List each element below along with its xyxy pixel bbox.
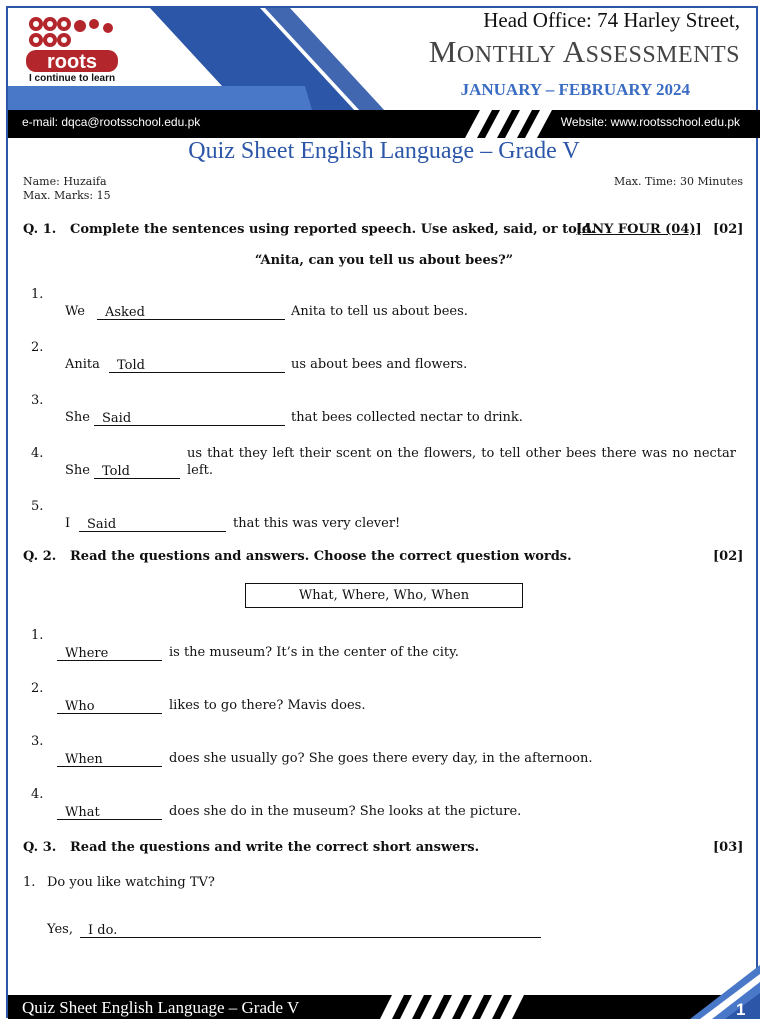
- q1-item-1-rest: Anita to tell us about bees.: [291, 304, 468, 319]
- q2-item-1-rest: is the museum? It’s in the center of the city.: [169, 645, 459, 660]
- header-blue-band: [8, 86, 312, 110]
- q1-number: Q. 1.: [23, 222, 57, 237]
- q1-item-1-answer[interactable]: Asked: [97, 305, 285, 320]
- q2-item-4-answer[interactable]: What: [57, 805, 162, 820]
- q1-item-3-rest: that bees collected nectar to drink.: [291, 410, 523, 425]
- q1-item-4-rest-line1: us that they left their scent on the flowers, to tell other bees there was no nectar: [187, 446, 736, 461]
- q1-item-3-subject: She: [65, 410, 90, 425]
- q1-item-2-rest: us about bees and flowers.: [291, 357, 468, 372]
- q1-item-5-subject: I: [65, 516, 71, 531]
- q2-item-2-answer[interactable]: Who: [57, 699, 162, 714]
- q1-item-2-number: 2.: [31, 340, 44, 355]
- q1-item-1-number: 1.: [31, 287, 44, 302]
- q1-item-4-answer[interactable]: Told: [94, 464, 180, 479]
- word-bank-box: What, Where, Who, When: [245, 583, 523, 608]
- q1-item-3-answer[interactable]: Said: [94, 411, 285, 426]
- head-office: Head Office: 74 Harley Street,: [483, 8, 740, 32]
- q2-marks: [02]: [713, 549, 744, 564]
- page-title: Quiz Sheet English Language – Grade V: [188, 138, 580, 164]
- q2-item-3-answer[interactable]: When: [57, 752, 162, 767]
- q1-item-5-rest: that this was very clever!: [233, 516, 401, 531]
- q1-item-5-answer[interactable]: Said: [79, 517, 226, 532]
- student-name: Name: Huzaifa: [23, 175, 107, 188]
- q3-item-1-number: 1.: [23, 875, 36, 890]
- q2-item-1-number: 1.: [31, 628, 44, 643]
- q2-number: Q. 2.: [23, 549, 57, 564]
- footer-title: Quiz Sheet English Language – Grade V: [22, 998, 300, 1017]
- q2-item-3-rest: does she usually go? She goes there every day, in the afternoon.: [169, 751, 593, 766]
- website-address: Website: www.rootsschool.edu.pk: [560, 115, 740, 129]
- q1-instruction: Complete the sentences using reported speech. Use asked, said, or told.: [70, 222, 596, 237]
- logo-tagline: I continue to learn: [29, 73, 116, 84]
- q3-item-1-prefix: Yes,: [47, 922, 73, 937]
- q2-item-1-answer[interactable]: Where: [57, 646, 162, 661]
- q1-item-3-number: 3.: [31, 393, 44, 408]
- q1-item-1-subject: We: [65, 304, 85, 319]
- page-number: 1: [736, 1000, 746, 1019]
- q1-any-four: [ANY FOUR (04)]: [576, 222, 702, 237]
- email-address: e-mail: dqca@rootsschool.edu.pk: [22, 115, 201, 129]
- q3-number: Q. 3.: [23, 840, 57, 855]
- q3-item-1-question: Do you like watching TV?: [47, 875, 215, 890]
- q3-instruction: Read the questions and write the correct short answers.: [70, 840, 480, 855]
- svg-text:roots: roots: [47, 51, 97, 73]
- q1-item-4-rest-line2: left.: [187, 463, 214, 478]
- q1-item-4-subject: She: [65, 463, 90, 478]
- max-marks: Max. Marks: 15: [23, 189, 111, 202]
- q1-quote: “Anita, can you tell us about bees?”: [254, 253, 514, 268]
- q2-item-4-number: 4.: [31, 787, 44, 802]
- q2-item-4-rest: does she do in the museum? She looks at the picture.: [169, 804, 522, 819]
- q2-instruction: Read the questions and answers. Choose the correct question words.: [70, 549, 572, 564]
- q1-marks: [02]: [713, 222, 744, 237]
- q3-item-1-answer[interactable]: I do.: [80, 923, 541, 938]
- q2-item-2-rest: likes to go there? Mavis does.: [169, 698, 366, 713]
- q1-item-4-number: 4.: [31, 446, 44, 461]
- q1-item-5-number: 5.: [31, 499, 44, 514]
- assessment-period: JANUARY – FEBRUARY 2024: [460, 80, 690, 99]
- assessment-title: MONTHLY ASSESSMENTS: [428, 34, 740, 69]
- q2-item-3-number: 3.: [31, 734, 44, 749]
- q1-item-2-answer[interactable]: Told: [109, 358, 285, 373]
- q1-item-2-subject: Anita: [65, 357, 100, 372]
- q2-item-2-number: 2.: [31, 681, 44, 696]
- max-time: Max. Time: 30 Minutes: [613, 175, 743, 188]
- q3-marks: [03]: [713, 840, 744, 855]
